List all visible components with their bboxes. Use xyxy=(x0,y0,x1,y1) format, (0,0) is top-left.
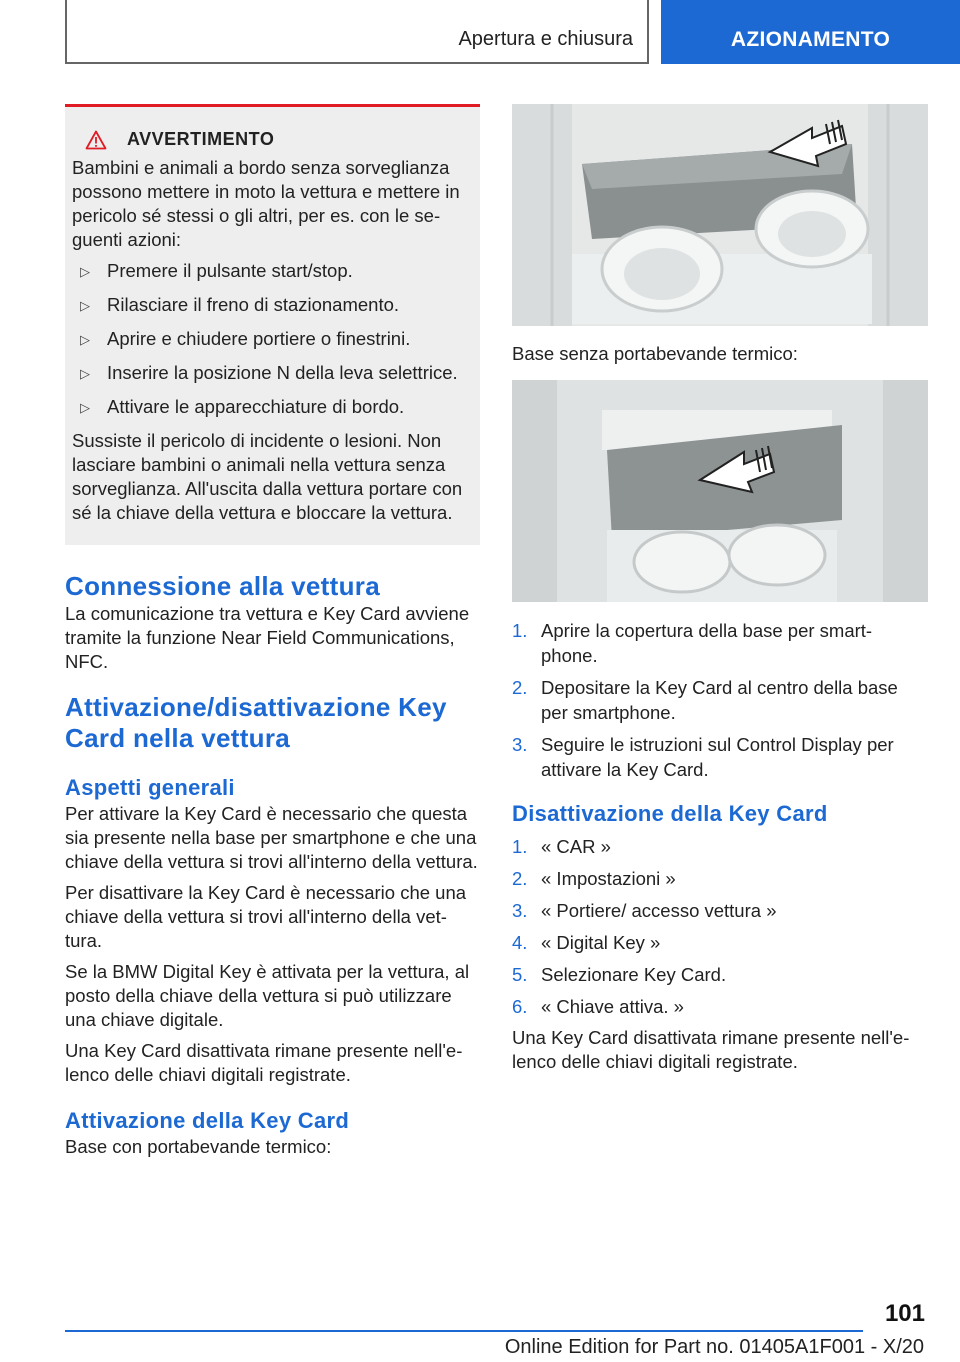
list-item: 2. Depositare la Key Card al centro della base per smartphone. xyxy=(512,677,898,723)
list-item: ▷ Attivare le apparecchiature di bordo. xyxy=(72,395,470,421)
list-item: ▷ Inserire la posizione N della leva selettrice. xyxy=(72,361,470,387)
list-item: ▷ Aprire e chiudere portiere o finestrini. xyxy=(72,327,470,353)
footer-edition: Online Edition for Part no. 01405A1F001 - X/20 xyxy=(504,1336,924,1358)
activate-heading: Attivazione della Key Card xyxy=(65,1108,350,1133)
general-paragraph: Se la BMW Digital Key è attivata per la vettura, al posto della chiave della vettura si può utilizzare una chiave digitale. xyxy=(65,961,470,1030)
right-column xyxy=(512,104,928,1081)
base-no-thermo-photo xyxy=(512,380,928,602)
warning-intro: Bambini e animali a bordo senza sorveglianza possono mettere in moto la vettura e mettere in pericolo sé stessi o gli altri, per es. con le se-guenti azioni: xyxy=(72,157,460,250)
warning-title: AVVERTIMENTO xyxy=(127,129,275,149)
list-item: 3. « Portiere/ accesso vettura » xyxy=(512,900,777,921)
list-item: 2. « Impostazioni » xyxy=(512,868,676,889)
warning-box xyxy=(65,104,480,545)
footer-divider xyxy=(65,1330,863,1332)
list-item: 3. Seguire le istruzioni sul Control Display per attivare la Key Card. xyxy=(512,734,894,780)
general-heading: Aspetti generali xyxy=(65,775,235,800)
warning-header xyxy=(85,129,470,150)
deactivation-steps xyxy=(512,834,928,1019)
bullet-triangle-icon: ▷ xyxy=(80,332,90,347)
base-thermo-photo xyxy=(512,104,928,326)
connection-text: La comunicazione tra vettura e Key Card avviene tramite la funzione Near Field Communications, NFC. xyxy=(65,603,470,672)
base-thermo-caption: Base con portabevande termico: xyxy=(65,1136,332,1157)
general-paragraph: Per attivare la Key Card è necessario che questa sia presente nella base per smartphone e che una chiave della vettura si trovi all'interno della vettura. xyxy=(65,803,478,872)
list-item: 6. « Chiave attiva. » xyxy=(512,996,684,1017)
activation-heading: Attivazione/disattivazione Key Card nella vettura xyxy=(65,692,447,753)
list-item: ▷ Premere il pulsante start/stop. xyxy=(72,259,470,285)
list-item: 4. « Digital Key » xyxy=(512,932,661,953)
warning-outro: Sussiste il pericolo di incidente o lesioni. Non lasciare bambini o animali nella vettura senza sorveglianza. All'uscita dalla vettura portare con sé la chiave della vettura e bloccare la vettura. xyxy=(72,430,463,523)
connection-heading: Connessione alla vettura xyxy=(65,571,380,601)
deactivate-heading: Disattivazione della Key Card xyxy=(512,801,828,826)
warning-triangle-icon xyxy=(85,130,107,150)
closing-paragraph: Una Key Card disattivata rimane presente nell'e-lenco delle chiavi digitali registrate. xyxy=(512,1027,910,1072)
base-no-thermo-caption: Base senza portabevande termico: xyxy=(512,343,798,364)
general-paragraph: Per disattivare la Key Card è necessario che una chiave della vettura si trovi all'interno della vet-tura. xyxy=(65,882,467,951)
page-number: 101 xyxy=(884,1300,925,1327)
chapter-tab xyxy=(661,0,960,64)
section-tab xyxy=(65,0,649,64)
chapter-title: AZIONAMENTO xyxy=(730,28,891,51)
bullet-triangle-icon: ▷ xyxy=(80,298,90,313)
left-column xyxy=(65,104,480,1166)
bullet-triangle-icon: ▷ xyxy=(80,366,90,381)
activation-steps xyxy=(512,618,928,782)
list-item: ▷ Rilasciare il freno di stazionamento. xyxy=(72,293,470,319)
general-paragraph: Una Key Card disattivata rimane presente nell'e-lenco delle chiavi digitali registrate. xyxy=(65,1040,463,1085)
warning-list xyxy=(72,259,470,421)
list-item: 1. « CAR » xyxy=(512,836,611,857)
bullet-triangle-icon: ▷ xyxy=(80,400,90,415)
list-item: 1. Aprire la copertura della base per smart-phone. xyxy=(512,620,873,666)
list-item: 5. Selezionare Key Card. xyxy=(512,964,727,985)
bullet-triangle-icon: ▷ xyxy=(80,264,90,279)
section-title: Apertura e chiusura xyxy=(458,28,633,50)
